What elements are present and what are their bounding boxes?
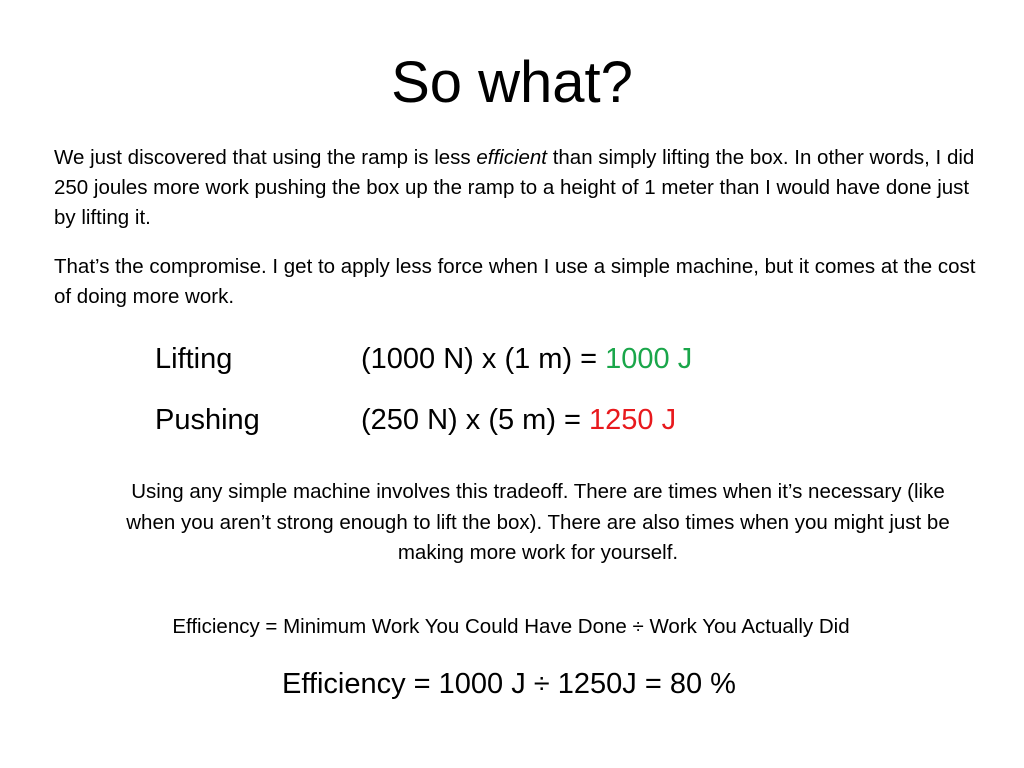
slide-title: So what? <box>391 50 633 115</box>
calc-expression-lifting-text: (1000 N) x (1 m) = <box>361 343 606 375</box>
calc-label-lifting: Lifting <box>155 343 233 375</box>
paragraph-discovery <box>54 143 984 233</box>
paragraph-compromise: That’s the compromise. I get to apply less force when I use a simple machine, but it comes at the cost of doing more work. <box>54 255 976 308</box>
emphasis-efficient: efficient <box>476 146 547 169</box>
paragraph-discovery-start: We just discovered that using the ramp is less <box>54 146 477 169</box>
calc-label-pushing: Pushing <box>155 404 260 436</box>
calc-result-lifting: 1000 J <box>605 343 693 375</box>
tradeoff-paragraph: Using any simple machine involves this tradeoff. There are times when it’s necessary (like when you aren’t strong enough to lift the box). There are also times when you might just be making more work for yourself. <box>126 480 950 564</box>
calc-expression-lifting <box>361 341 692 377</box>
efficiency-formula-text: Efficiency = Minimum Work You Could Have Done ÷ Work You Actually Did <box>172 615 850 638</box>
calc-result-pushing: 1250 J <box>589 404 677 436</box>
paragraph-discovery-end: than simply lifting the box. In other words, I did 250 joules more work pushing the box up the ramp to a height of 1 meter than I would have done just by lifting it. <box>54 146 975 229</box>
calc-expression-pushing <box>361 402 676 438</box>
efficiency-formula <box>0 612 1024 642</box>
efficiency-result <box>0 666 1024 702</box>
calc-expression-pushing-text: (250 N) x (5 m) = <box>361 404 590 436</box>
efficiency-result-text: Efficiency = 1000 J ÷ 1250J = 80 % <box>282 668 736 700</box>
